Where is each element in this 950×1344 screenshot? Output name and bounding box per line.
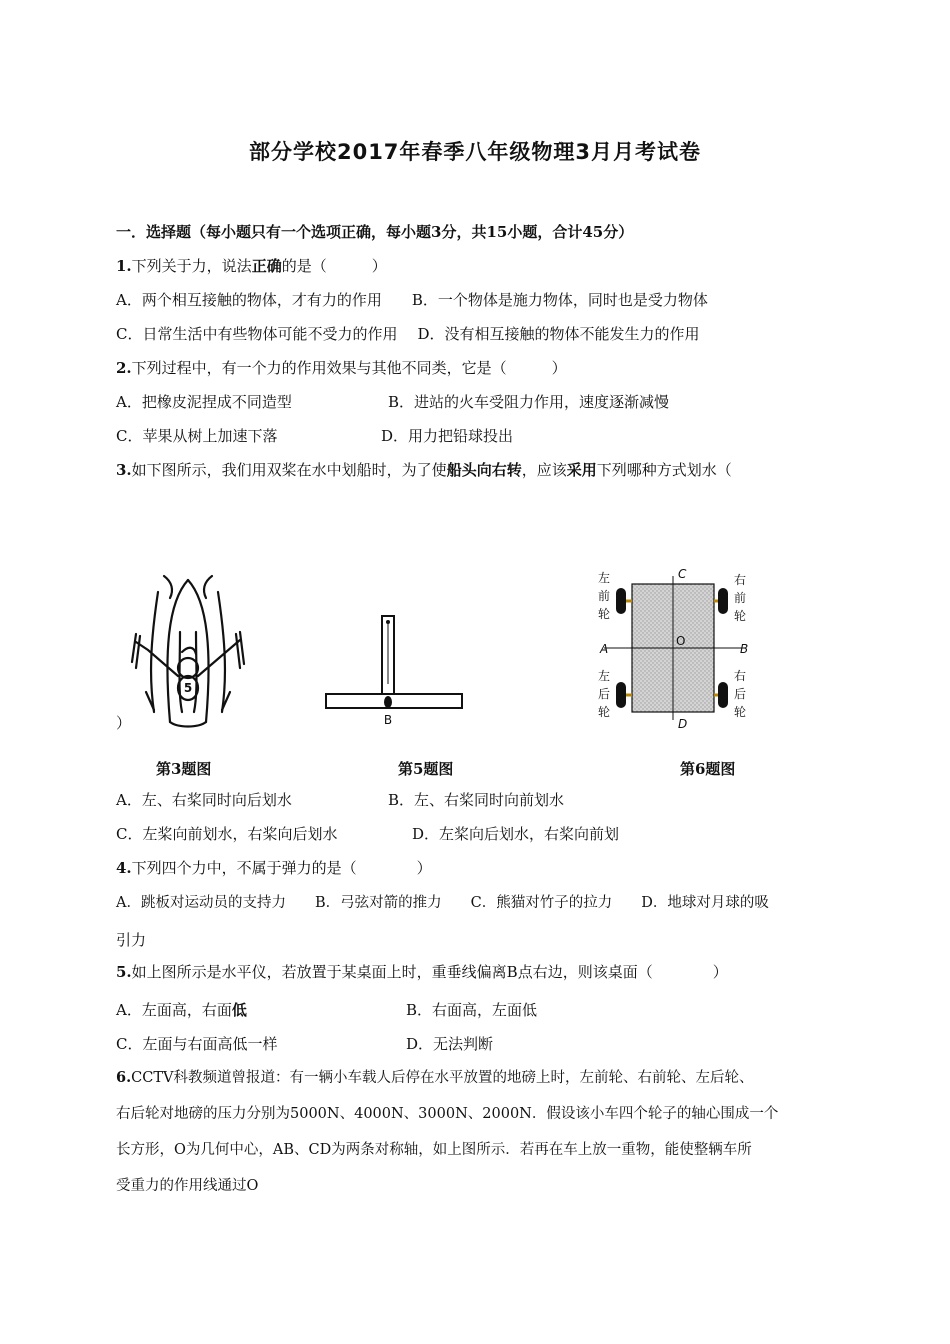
question-6-line-2: 右后轮对地磅的压力分别为5000N、4000N、3000N、2000N．假设该小车四个轮子的轴心围成一个	[116, 1106, 779, 1122]
left-front-wheel	[616, 588, 626, 614]
stem-emphasis: 采用	[566, 461, 597, 479]
right-rear-wheel	[718, 682, 728, 708]
stem-emphasis: 船头向右转	[446, 461, 522, 479]
option-b: B．一个物体是施力物体，同时也是受力物体	[411, 291, 708, 309]
option-d: D．没有相互接触的物体不能发生力的作用	[417, 325, 700, 343]
question-4-options: A．跳板对运动员的支持力 B．弓弦对箭的推力 C．熊猫对竹子的拉力 D．地球对月球的吸	[116, 895, 769, 911]
label-c: C	[678, 567, 687, 581]
question-3-stem	[116, 460, 732, 480]
question-6-line-1	[116, 1068, 753, 1088]
level-figure	[322, 612, 466, 728]
left-rear-wheel	[616, 682, 626, 708]
label-o: O	[676, 634, 686, 648]
section-heading: 一．选择题（每小题只有一个选项正确，每小题3分，共15小题，合计45分）	[116, 223, 634, 241]
boat-figure	[128, 572, 248, 732]
stem-text: 下列哪种方式划水（	[596, 461, 732, 479]
question-1-stem	[116, 256, 387, 276]
boat-number: 5	[183, 681, 193, 695]
point-b-label: B	[383, 713, 393, 727]
question-1-options-cd	[116, 324, 700, 344]
question-6-line-4: 受重力的作用线通过O	[116, 1178, 259, 1194]
right-front-wheel	[718, 588, 728, 614]
left-rear-label-3: 轮	[598, 705, 611, 719]
option-d: D．无法判断	[406, 1035, 494, 1053]
option-a: A．把橡皮泥捏成不同造型	[116, 393, 292, 411]
right-rear-label-3: 轮	[734, 705, 747, 719]
question-number: 1.	[116, 257, 132, 275]
car-wheels-figure	[592, 566, 762, 732]
option-b: B．左、右桨同时向前划水	[388, 791, 565, 809]
option-a-emphasis: 低	[231, 1001, 247, 1019]
right-front-label-1: 右	[734, 573, 747, 587]
question-number: 3.	[116, 461, 132, 479]
figure-3-caption: 第3题图	[156, 760, 212, 778]
right-rear-label-2: 后	[734, 687, 747, 701]
stem-text: 下列关于力，说法	[131, 257, 252, 275]
stem-text: 下列过程中，有一个力的作用效果与其他不同类，它是（ ）	[131, 359, 567, 377]
question-4-options-cont: 引力	[116, 931, 147, 949]
question-2-stem	[116, 358, 567, 378]
question-1-options-ab	[116, 290, 708, 310]
page-title: 部分学校2017年春季八年级物理3月月考试卷	[248, 140, 702, 164]
option-d: D．左桨向后划水，右桨向前划	[412, 825, 620, 843]
figure-6-caption: 第6题图	[680, 760, 736, 778]
stem-text: CCTV科教频道曾报道：有一辆小车载人后停在水平放置的地磅上时，左前轮、右前轮、左后轮、	[131, 1070, 754, 1086]
level-base	[326, 694, 462, 708]
right-front-label-3: 轮	[734, 609, 747, 623]
question-3-options-ab	[116, 790, 564, 810]
option-c: C．日常生活中有些物体可能不受力的作用	[116, 325, 398, 343]
right-rear-label-1: 右	[734, 669, 747, 683]
option-c: C．左桨向前划水，右桨向后划水	[116, 825, 338, 843]
option-c: C．左面与右面高低一样	[116, 1035, 278, 1053]
question-4-stem	[116, 858, 432, 878]
option-d: D．用力把铅球投出	[381, 427, 514, 445]
question-number: 4.	[116, 859, 132, 877]
stem-text: ，应该	[521, 461, 567, 479]
question-5-options-cd	[116, 1034, 493, 1054]
option-a: A．两个相互接触的物体，才有力的作用	[116, 291, 382, 309]
left-rear-label-1: 左	[598, 669, 611, 683]
figure-5-caption: 第5题图	[398, 760, 454, 778]
question-2-options-cd	[116, 426, 513, 446]
question-3-options-cd	[116, 824, 619, 844]
option-c: C．苹果从树上加速下落	[116, 427, 278, 445]
stem-emphasis: 正确	[251, 257, 282, 275]
question-6-line-3: 长方形，O为几何中心，AB、CD为两条对称轴，如上图所示．若再在车上放一重物，能使整辆车所	[116, 1142, 752, 1158]
plumb-bob	[384, 696, 392, 708]
option-a: A．左、右桨同时向后划水	[116, 791, 292, 809]
question-number: 2.	[116, 359, 132, 377]
label-d: D	[678, 717, 688, 731]
right-front-label-2: 前	[734, 591, 747, 605]
stem-text: 如下图所示，我们用双桨在水中划船时，为了使	[131, 461, 447, 479]
question-number: 5.	[116, 963, 132, 981]
question-number: 6.	[116, 1069, 132, 1086]
label-a: A	[600, 642, 609, 656]
stem-text: 下列四个力中，不属于弹力的是（ ）	[131, 859, 432, 877]
stem-text: 如上图所示是水平仪，若放置于某桌面上时，重垂线偏离B点右边，则该桌面（ ）	[131, 963, 728, 981]
question-5-options-ab	[116, 1000, 537, 1020]
left-front-label-3: 轮	[598, 607, 611, 621]
question-5-stem	[116, 962, 728, 982]
left-rear-label-2: 后	[598, 687, 611, 701]
option-b: B．右面高，左面低	[406, 1001, 538, 1019]
left-front-label-2: 前	[598, 589, 611, 603]
question-2-options-ab	[116, 392, 669, 412]
left-front-label-1: 左	[598, 571, 611, 585]
stem-text: 的是（ ）	[281, 257, 387, 275]
option-b: B．进站的火车受阻力作用，速度逐渐减慢	[388, 393, 670, 411]
option-a: A．左面高，右面	[116, 1001, 232, 1019]
label-b: B	[740, 642, 749, 656]
question-3-close-paren: ）	[116, 714, 132, 732]
